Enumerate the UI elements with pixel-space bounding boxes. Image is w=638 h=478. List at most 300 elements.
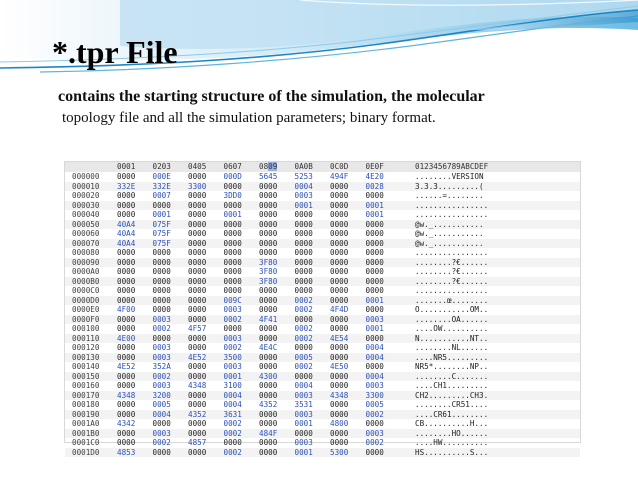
hex-word: 0000	[188, 286, 207, 295]
hex-word: 0000	[117, 400, 136, 409]
hex-word: 0000	[259, 181, 278, 191]
hex-row-offset: 000140	[72, 362, 100, 371]
hex-row	[65, 324, 580, 334]
hex-word: 0000	[188, 257, 207, 267]
hex-word: 0004	[152, 409, 171, 419]
hex-word: 0000	[188, 219, 207, 229]
hex-word: 0002	[294, 295, 313, 305]
hex-word: 0000	[152, 333, 171, 343]
hex-word: 0002	[365, 438, 384, 447]
hex-row-ascii: ........C.......	[415, 371, 489, 381]
hex-row-ascii: ....OW..........	[415, 324, 489, 333]
hex-header-column: 0203	[152, 162, 171, 171]
hex-word: 0000	[188, 371, 207, 381]
hex-word: 0002	[294, 333, 313, 343]
hex-word: 0000	[365, 419, 384, 428]
slide-description-line-2: topology file and all the simulation parameters; binary format.	[62, 110, 436, 126]
hex-word: 0000	[117, 343, 136, 352]
hex-word: 0000	[259, 238, 278, 248]
hex-word: 0000	[188, 248, 207, 257]
hex-word: 0000	[259, 352, 278, 362]
hex-word: 4E4C	[259, 343, 278, 352]
hex-row	[65, 334, 580, 344]
hex-word: 3300	[188, 181, 207, 191]
hex-row	[65, 400, 580, 410]
hex-header-column: 0C0D	[330, 162, 349, 171]
hex-word: 0000	[223, 219, 242, 229]
hex-word: 0000	[188, 267, 207, 276]
hex-row	[65, 372, 580, 382]
hex-word: 0000	[294, 314, 313, 324]
hex-word: 000E	[152, 172, 171, 181]
hex-row	[65, 201, 580, 211]
hex-word: 0000	[294, 210, 313, 219]
hex-word: 0000	[259, 409, 278, 419]
hex-word: 0000	[330, 219, 349, 229]
hex-row	[65, 419, 580, 429]
hex-row-ascii: @w._...........	[415, 229, 484, 238]
hex-row-offset: 000130	[72, 352, 100, 362]
hex-dump-view	[64, 161, 581, 457]
hex-word: 0000	[365, 447, 384, 457]
hex-row-offset: 0001B0	[72, 428, 100, 438]
hex-word: 0000	[188, 191, 207, 200]
hex-row-offset: 000120	[72, 343, 100, 352]
hex-word: 0005	[152, 400, 171, 409]
hex-row-offset: 000050	[72, 219, 100, 229]
hex-row	[65, 248, 580, 258]
hex-word: 0000	[330, 438, 349, 447]
hex-word: 332E	[117, 181, 136, 191]
hex-row-offset: 000170	[72, 390, 100, 400]
hex-word: 0000	[259, 419, 278, 428]
hex-row-offset: 0000F0	[72, 314, 100, 324]
hex-word: 0002	[294, 362, 313, 371]
hex-word: 0001	[365, 210, 384, 219]
hex-word: 3DD0	[223, 191, 242, 200]
hex-word: 0001	[365, 295, 384, 305]
hex-word: 0000	[188, 238, 207, 248]
hex-word: 0003	[365, 314, 384, 324]
hex-row-ascii: ........OA......	[415, 314, 489, 324]
hex-word: 0000	[117, 286, 136, 295]
hex-row-ascii: ....HW..........	[415, 438, 489, 447]
hex-word: 4300	[259, 371, 278, 381]
hex-word: 4E00	[117, 333, 136, 343]
hex-word: 0000	[330, 381, 349, 390]
hex-row-ascii: ....CR61........	[415, 409, 489, 419]
hex-word: 0002	[223, 419, 242, 428]
hex-word: 0000	[188, 229, 207, 238]
hex-word: 0000	[188, 400, 207, 409]
hex-row	[65, 391, 580, 401]
hex-word: 3531	[294, 400, 313, 409]
hex-row	[65, 438, 580, 448]
hex-word: 3F80	[259, 276, 278, 286]
hex-word: 0000	[365, 286, 384, 295]
hex-row-ascii: O...........OM..	[415, 305, 489, 314]
hex-word: 0000	[294, 428, 313, 438]
hex-row-ascii: ....NR5.........	[415, 352, 489, 362]
hex-word: 0000	[117, 210, 136, 219]
hex-word: 0001	[294, 200, 313, 210]
hex-word: 0000	[330, 191, 349, 200]
hex-word: 0000	[117, 409, 136, 419]
hex-word: 0000	[365, 191, 384, 200]
hex-word: 4E50	[330, 362, 349, 371]
hex-word: 0000	[152, 305, 171, 314]
hex-row	[65, 353, 580, 363]
hex-word: 0000	[223, 438, 242, 447]
hex-word: 0000	[259, 381, 278, 390]
hex-word: 4800	[330, 419, 349, 428]
hex-word: 0000	[330, 314, 349, 324]
hex-word: 3100	[223, 381, 242, 390]
hex-row-ascii: ........CR51....	[415, 400, 489, 409]
hex-word: 0000	[259, 438, 278, 447]
hex-word: 0003	[152, 314, 171, 324]
hex-word: 0000	[330, 400, 349, 409]
hex-row	[65, 296, 580, 306]
hex-word: 0003	[294, 390, 313, 400]
hex-word: 0004	[365, 343, 384, 352]
hex-word: 0000	[188, 447, 207, 457]
hex-row-offset: 000070	[72, 238, 100, 248]
hex-word: 4F41	[259, 314, 278, 324]
hex-word: 0000	[259, 248, 278, 257]
hex-word: 0001	[223, 210, 242, 219]
hex-word: 4E52	[117, 362, 136, 371]
hex-row-ascii: ........HO......	[415, 428, 489, 438]
hex-header-column: 0809	[259, 162, 278, 171]
hex-row-ascii: ................	[415, 210, 489, 219]
hex-row-offset: 000040	[72, 210, 100, 219]
hex-word: 4352	[188, 409, 207, 419]
hex-word: 0000	[152, 419, 171, 428]
hex-word: 0000	[117, 267, 136, 276]
hex-word: 0003	[223, 305, 242, 314]
hex-word: 5300	[330, 447, 349, 457]
hex-word: 0000	[117, 438, 136, 447]
hex-row-offset: 0001A0	[72, 419, 100, 428]
hex-row-ascii: ........?€......	[415, 267, 489, 276]
hex-row	[65, 172, 580, 182]
hex-row-offset: 0000C0	[72, 286, 100, 295]
hex-word: 0000	[117, 314, 136, 324]
hex-word: 0000	[223, 257, 242, 267]
hex-word: 4853	[117, 447, 136, 457]
hex-row	[65, 239, 580, 249]
hex-word: 0000	[330, 257, 349, 267]
hex-word: 40A4	[117, 229, 136, 238]
hex-word: 0004	[365, 352, 384, 362]
hex-word: 0000	[188, 390, 207, 400]
hex-word: 075F	[152, 219, 171, 229]
hex-row	[65, 343, 580, 353]
hex-word: 0000	[188, 276, 207, 286]
hex-word: 0000	[188, 343, 207, 352]
hex-word: 0000	[188, 295, 207, 305]
hex-word: 4E54	[330, 333, 349, 343]
hex-row	[65, 315, 580, 325]
hex-word: 5645	[259, 172, 278, 181]
hex-row	[65, 381, 580, 391]
hex-word: 0000	[117, 248, 136, 257]
hex-header-column: 0E0F	[365, 162, 384, 171]
hex-word: 0000	[330, 286, 349, 295]
hex-word: 0000	[152, 276, 171, 286]
hex-word: 4F00	[117, 305, 136, 314]
hex-word: 0000	[188, 362, 207, 371]
hex-word: 0000	[188, 172, 207, 181]
hex-header-column: 0607	[223, 162, 242, 171]
hex-word: 0001	[223, 371, 242, 381]
hex-word: 0000	[117, 324, 136, 333]
hex-word: 0000	[294, 276, 313, 286]
hex-word: 3200	[152, 390, 171, 400]
hex-word: 0002	[223, 447, 242, 457]
hex-word: 0003	[365, 428, 384, 438]
hex-word: 0000	[223, 229, 242, 238]
hex-word: 0000	[223, 200, 242, 210]
hex-row-ascii: NR5*........NP..	[415, 362, 489, 371]
hex-word: 0028	[365, 181, 384, 191]
hex-word: 0004	[365, 371, 384, 381]
hex-row-offset: 000150	[72, 371, 100, 381]
hex-word: 0000	[330, 229, 349, 238]
hex-word: 4E20	[365, 172, 384, 181]
hex-word: 0000	[365, 257, 384, 267]
hex-row-ascii: @w._...........	[415, 238, 484, 248]
hex-row	[65, 448, 580, 458]
hex-word: 0000	[152, 295, 171, 305]
hex-word: 0002	[294, 324, 313, 333]
hex-word: 0000	[117, 295, 136, 305]
hex-row-ascii: ................	[415, 200, 489, 210]
hex-row-ascii: 3.3.3.........(	[415, 181, 484, 191]
hex-row-ascii: ........?€......	[415, 257, 489, 267]
hex-word: 0000	[259, 295, 278, 305]
hex-word: 0000	[188, 314, 207, 324]
hex-word: 0001	[365, 324, 384, 333]
hex-word: 0000	[223, 267, 242, 276]
hex-word: 5253	[294, 172, 313, 181]
hex-word: 0000	[294, 219, 313, 229]
hex-row	[65, 229, 580, 239]
hex-word: 0003	[152, 352, 171, 362]
hex-word: 000D	[223, 172, 242, 181]
hex-word: 0000	[223, 324, 242, 333]
hex-word: 0000	[330, 428, 349, 438]
hex-word: 0000	[152, 200, 171, 210]
hex-word: 4F57	[188, 324, 207, 333]
hex-row-ascii: CB..........H...	[415, 419, 489, 428]
hex-word: 484F	[259, 428, 278, 438]
hex-word: 4348	[117, 390, 136, 400]
hex-word: 0000	[259, 333, 278, 343]
hex-word: 0003	[294, 191, 313, 200]
hex-word: 4348	[188, 381, 207, 390]
hex-word: 0000	[294, 229, 313, 238]
hex-word: 0000	[365, 238, 384, 248]
hex-row	[65, 182, 580, 192]
hex-row-offset: 000190	[72, 409, 100, 419]
hex-row	[65, 410, 580, 420]
hex-word: 4352	[259, 400, 278, 409]
hex-word: 0000	[330, 200, 349, 210]
hex-row	[65, 429, 580, 439]
hex-row	[65, 220, 580, 230]
hex-word: 0003	[294, 409, 313, 419]
hex-word: 0002	[294, 305, 313, 314]
hex-row-offset: 000100	[72, 324, 100, 333]
hex-word: 0000	[330, 409, 349, 419]
hex-word: 0000	[188, 200, 207, 210]
hex-word: 0000	[365, 305, 384, 314]
hex-row	[65, 210, 580, 220]
slide-description-line-1: contains the starting structure of the simulation, the molecular	[58, 88, 485, 105]
hex-word: 0000	[188, 210, 207, 219]
hex-word: 0002	[223, 428, 242, 438]
hex-header-column: 0001	[117, 162, 136, 171]
hex-word: 0000	[294, 248, 313, 257]
hex-word: 3500	[223, 352, 242, 362]
hex-word: 075F	[152, 238, 171, 248]
hex-word: 0000	[259, 324, 278, 333]
hex-word: 0003	[294, 438, 313, 447]
hex-row-offset: 000020	[72, 191, 100, 200]
hex-word: 0000	[188, 428, 207, 438]
hex-word: 0000	[330, 248, 349, 257]
hex-word: 0000	[330, 210, 349, 219]
hex-header-cursor: 09	[268, 162, 278, 171]
hex-word: 0004	[294, 381, 313, 390]
hex-word: 0000	[294, 343, 313, 352]
hex-row	[65, 191, 580, 201]
hex-word: 0000	[259, 219, 278, 229]
hex-word: 0000	[330, 276, 349, 286]
hex-word: 4F4D	[330, 305, 349, 314]
hex-row-offset: 000090	[72, 257, 100, 267]
hex-word: 0002	[223, 314, 242, 324]
hex-word: 0000	[330, 295, 349, 305]
hex-word: 40A4	[117, 219, 136, 229]
hex-word: 0000	[365, 219, 384, 229]
hex-word: 0004	[294, 181, 313, 191]
hex-header-column: 0A0B	[294, 162, 313, 171]
hex-row-ascii: @w._...........	[415, 219, 484, 229]
hex-word: 0005	[294, 352, 313, 362]
hex-word: 0000	[152, 267, 171, 276]
hex-word: 0000	[223, 248, 242, 257]
hex-row-ascii: ........?€......	[415, 276, 489, 286]
hex-word: 0000	[259, 229, 278, 238]
hex-row-ascii: ......=........	[415, 191, 484, 200]
hex-word: 0000	[117, 381, 136, 390]
hex-word: 0000	[330, 371, 349, 381]
hex-word: 0000	[365, 333, 384, 343]
hex-word: 0000	[294, 267, 313, 276]
hex-word: 0000	[117, 191, 136, 200]
hex-row-offset: 0000B0	[72, 276, 100, 286]
hex-word: 4E52	[188, 352, 207, 362]
hex-word: 0003	[152, 381, 171, 390]
hex-word: 0002	[223, 343, 242, 352]
hex-row-ascii: .......œ........	[415, 295, 489, 305]
hex-word: 4857	[188, 438, 207, 447]
hex-word: 009C	[223, 295, 242, 305]
hex-word: 0000	[259, 390, 278, 400]
hex-row-offset: 0001D0	[72, 447, 100, 457]
hex-word: 0000	[294, 286, 313, 295]
hex-word: 494F	[330, 172, 349, 181]
hex-word: 0000	[152, 257, 171, 267]
hex-word: 0000	[117, 371, 136, 381]
hex-row-ascii: ................	[415, 248, 489, 257]
hex-row-offset: 000080	[72, 248, 100, 257]
hex-row-ascii: ........NL......	[415, 343, 489, 352]
hex-word: 0001	[152, 210, 171, 219]
hex-row	[65, 286, 580, 296]
hex-row-ascii: N...........NT..	[415, 333, 489, 343]
hex-word: 0007	[152, 191, 171, 200]
hex-word: 0003	[365, 381, 384, 390]
hex-row-offset: 0000D0	[72, 295, 100, 305]
hex-word: 0000	[365, 267, 384, 276]
hex-word: 0001	[294, 447, 313, 457]
hex-word: 0002	[365, 409, 384, 419]
hex-word: 0003	[223, 333, 242, 343]
hex-word: 352A	[152, 362, 171, 371]
hex-word: 0000	[259, 362, 278, 371]
hex-row-offset: 000060	[72, 229, 100, 238]
hex-row	[65, 305, 580, 315]
hex-word: 0000	[330, 324, 349, 333]
hex-word: 0000	[259, 200, 278, 210]
hex-word: 0000	[330, 267, 349, 276]
hex-word: 0001	[294, 419, 313, 428]
hex-word: 0000	[259, 286, 278, 295]
hex-word: 0000	[188, 419, 207, 428]
hex-header-column: 0405	[188, 162, 207, 171]
hex-word: 332E	[152, 181, 171, 191]
hex-row	[65, 362, 580, 372]
hex-header-offset	[65, 162, 117, 172]
hex-word: 0002	[152, 438, 171, 447]
hex-word: 0000	[223, 276, 242, 286]
hex-word: 0000	[152, 286, 171, 295]
hex-row	[65, 258, 580, 268]
hex-word: 0000	[259, 305, 278, 314]
hex-word: 0002	[152, 371, 171, 381]
hex-word: 0000	[365, 248, 384, 257]
hex-word: 0000	[152, 248, 171, 257]
hex-word: 0000	[294, 238, 313, 248]
hex-word: 0000	[188, 333, 207, 343]
hex-word: 0000	[117, 172, 136, 181]
hex-row-ascii: ........VERSION	[415, 172, 489, 181]
hex-word: 0002	[152, 324, 171, 333]
hex-word: 0000	[365, 362, 384, 371]
hex-row-offset: 000110	[72, 333, 100, 343]
hex-word: 4342	[117, 419, 136, 428]
hex-word: 0000	[330, 181, 349, 191]
hex-row-offset: 000000	[72, 172, 100, 181]
hex-word: 0000	[365, 276, 384, 286]
hex-row-offset: 000160	[72, 381, 100, 390]
hex-word: 0000	[223, 238, 242, 248]
hex-word: 0003	[223, 362, 242, 371]
